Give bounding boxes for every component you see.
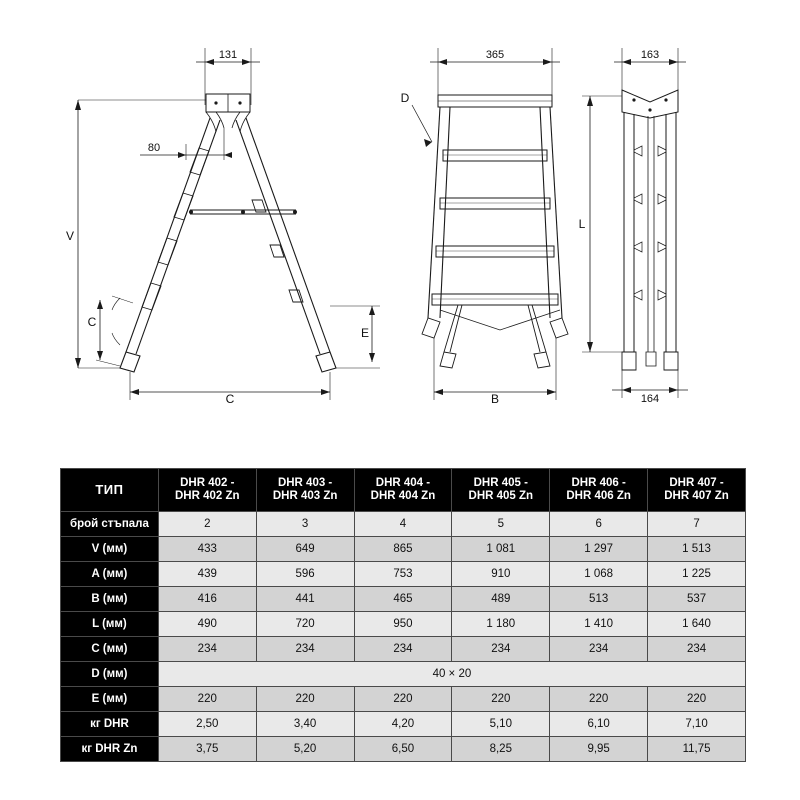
table-head	[61, 469, 746, 512]
cell-steps-3: 5	[452, 512, 550, 537]
cell-a-0: 439	[158, 562, 256, 587]
dim-label-side-end-e: E	[360, 326, 370, 340]
cell-weight-zn-5: 11,75	[648, 737, 746, 762]
header-col-0	[158, 469, 256, 512]
table-row	[61, 512, 746, 537]
table-row	[61, 687, 746, 712]
table-row	[61, 612, 746, 637]
cell-c-1: 234	[256, 637, 354, 662]
row-label-d: D (мм)	[61, 662, 159, 687]
cell-b-0: 416	[158, 587, 256, 612]
row-label-l: L (мм)	[61, 612, 159, 637]
header-col-0-line2: DHR 402 Zn	[174, 490, 240, 502]
cell-weight-dhr-1: 3,40	[256, 712, 354, 737]
row-label-v: V (мм)	[61, 537, 159, 562]
cell-c-4: 234	[550, 637, 648, 662]
cell-c-2: 234	[354, 637, 452, 662]
header-col-2-line1: DHR 404 -	[375, 477, 431, 490]
table-row	[61, 737, 746, 762]
header-col-1-line2: DHR 403 Zn	[272, 490, 338, 502]
header-col-4-line2: DHR 406 Zn	[566, 490, 631, 502]
header-col-1	[256, 469, 354, 512]
cell-weight-zn-4: 9,95	[550, 737, 648, 762]
table-body	[61, 512, 746, 762]
dim-label-side-top-width: 131	[218, 49, 238, 61]
cell-steps-1: 3	[256, 512, 354, 537]
table-header-row	[61, 469, 746, 512]
cell-l-5: 1 640	[648, 612, 746, 637]
table-row	[61, 587, 746, 612]
row-label-weight-dhr-zn: кг DHR Zn	[61, 737, 159, 762]
cell-weight-dhr-4: 6,10	[550, 712, 648, 737]
cell-a-5: 1 225	[648, 562, 746, 587]
cell-b-2: 465	[354, 587, 452, 612]
cell-e-1: 220	[256, 687, 354, 712]
row-label-b: B (мм)	[61, 587, 159, 612]
cell-b-3: 489	[452, 587, 550, 612]
cell-b-1: 441	[256, 587, 354, 612]
header-col-1-line1: DHR 403 -	[277, 477, 333, 490]
cell-a-4: 1 068	[550, 562, 648, 587]
cell-e-3: 220	[452, 687, 550, 712]
cell-v-1: 649	[256, 537, 354, 562]
cell-l-0: 490	[158, 612, 256, 637]
cell-steps-5: 7	[648, 512, 746, 537]
cell-weight-zn-0: 3,75	[158, 737, 256, 762]
cell-steps-0: 2	[158, 512, 256, 537]
row-label-a: A (мм)	[61, 562, 159, 587]
cell-l-4: 1 410	[550, 612, 648, 637]
cell-d-span: 40 × 20	[158, 662, 745, 687]
cell-weight-dhr-2: 4,20	[354, 712, 452, 737]
table-row	[61, 712, 746, 737]
cell-weight-zn-1: 5,20	[256, 737, 354, 762]
dim-label-front-top-width: 365	[485, 49, 505, 61]
cell-a-3: 910	[452, 562, 550, 587]
cell-l-1: 720	[256, 612, 354, 637]
header-col-3-line2: DHR 405 Zn	[468, 490, 534, 502]
cell-c-5: 234	[648, 637, 746, 662]
header-col-4-line1: DHR 406 -	[571, 477, 626, 490]
cell-e-0: 220	[158, 687, 256, 712]
dim-label-folded-length-l: L	[578, 217, 586, 231]
specification-table-container	[60, 468, 746, 762]
header-col-4	[550, 469, 648, 512]
cell-e-5: 220	[648, 687, 746, 712]
header-type: ТИП	[61, 469, 159, 512]
dim-label-side-base-c: C	[225, 392, 235, 406]
table-row	[61, 637, 746, 662]
cell-l-3: 1 180	[452, 612, 550, 637]
specification-table	[60, 468, 746, 762]
cell-e-4: 220	[550, 687, 648, 712]
cell-weight-dhr-5: 7,10	[648, 712, 746, 737]
dim-label-front-base-b: B	[490, 392, 500, 406]
row-label-steps: брой стъпала	[61, 512, 159, 537]
cell-e-2: 220	[354, 687, 452, 712]
cell-v-0: 433	[158, 537, 256, 562]
dim-label-folded-base-width: 164	[640, 393, 660, 405]
cell-weight-zn-3: 8,25	[452, 737, 550, 762]
table-row	[61, 662, 746, 687]
header-col-0-line1: DHR 402 -	[180, 477, 235, 490]
dim-label-side-foot-c: C	[87, 315, 97, 329]
cell-weight-dhr-3: 5,10	[452, 712, 550, 737]
cell-v-4: 1 297	[550, 537, 648, 562]
cell-l-2: 950	[354, 612, 452, 637]
row-label-weight-dhr: кг DHR	[61, 712, 159, 737]
header-col-2-line2: DHR 404 Zn	[370, 490, 436, 502]
cell-steps-4: 6	[550, 512, 648, 537]
cell-v-5: 1 513	[648, 537, 746, 562]
row-label-c: C (мм)	[61, 637, 159, 662]
dim-label-side-height-v: V	[65, 229, 75, 243]
cell-c-3: 234	[452, 637, 550, 662]
cell-steps-2: 4	[354, 512, 452, 537]
header-col-5-line2: DHR 407 Zn	[664, 490, 729, 502]
dim-label-folded-top-width: 163	[640, 49, 660, 61]
cell-a-2: 753	[354, 562, 452, 587]
table-row	[61, 562, 746, 587]
cell-v-2: 865	[354, 537, 452, 562]
dim-label-side-inner-width: 80	[147, 142, 161, 154]
table-row	[61, 537, 746, 562]
header-col-5-line1: DHR 407 -	[669, 477, 724, 490]
header-col-2	[354, 469, 452, 512]
cell-weight-zn-2: 6,50	[354, 737, 452, 762]
cell-v-3: 1 081	[452, 537, 550, 562]
header-col-3	[452, 469, 550, 512]
header-col-5	[648, 469, 746, 512]
cell-b-5: 537	[648, 587, 746, 612]
cell-a-1: 596	[256, 562, 354, 587]
cell-c-0: 234	[158, 637, 256, 662]
row-label-e: E (мм)	[61, 687, 159, 712]
dim-label-front-step-d: D	[400, 91, 410, 105]
header-col-3-line1: DHR 405 -	[473, 477, 528, 490]
cell-weight-dhr-0: 2,50	[158, 712, 256, 737]
cell-b-4: 513	[550, 587, 648, 612]
